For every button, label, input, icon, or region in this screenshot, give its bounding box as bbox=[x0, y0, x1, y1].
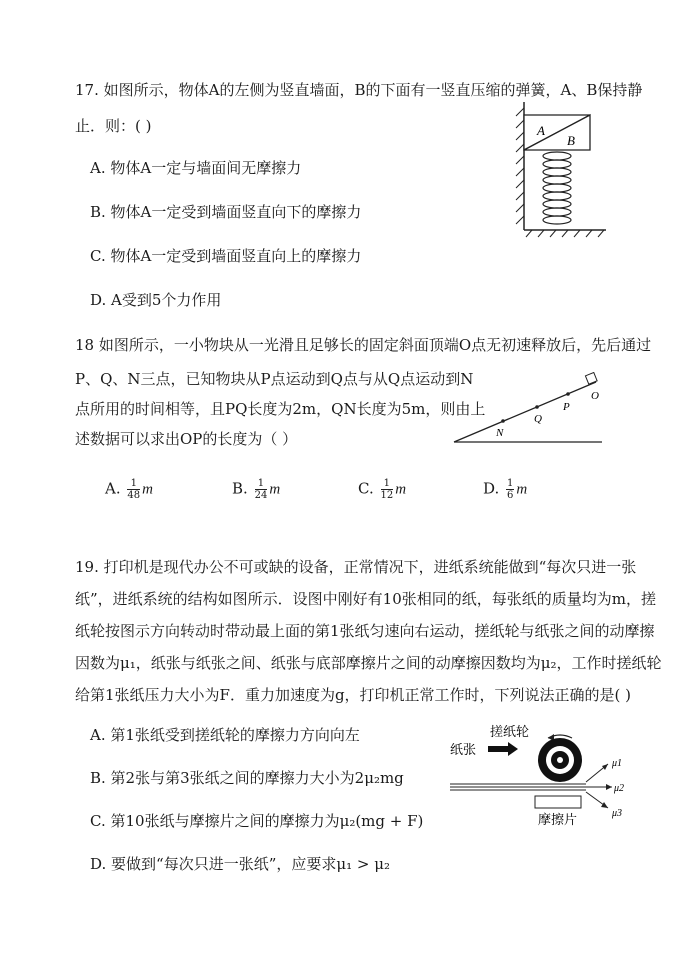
q17-option-a: A. 物体A一定与墙面间无摩擦力 bbox=[90, 159, 302, 177]
spring-coil bbox=[543, 152, 571, 224]
label-mu3: μ3 bbox=[612, 808, 623, 819]
q18-option-c-fraction: $\frac{1}{12}$ bbox=[380, 478, 394, 501]
label-roller: 搓纸轮 bbox=[490, 725, 530, 740]
q18-figure-incline bbox=[450, 372, 610, 446]
q17-option-b: B. 物体A一定受到墙面竖直向下的摩擦力 bbox=[90, 203, 362, 221]
q19-line-5: 给第1张纸压力大小为F．重力加速度为g，打印机正常工作时，下列说法正确的是( ) bbox=[75, 686, 632, 704]
q18-option-b-fraction: $\frac{1}{24}$ bbox=[254, 478, 268, 501]
q18-option-d bbox=[483, 478, 527, 501]
q18-line-2: P、Q、N三点，已知物块从P点运动到Q点与从Q点运动到N bbox=[75, 370, 474, 388]
label-paper: 纸张 bbox=[450, 743, 477, 758]
q18-line-3: 点所用的时间相等，且PQ长度为2m，QN长度为5m，则由上 bbox=[75, 400, 486, 418]
q17-figure-wall-spring bbox=[510, 100, 610, 240]
q18-line-1: 18 如图所示，一小物块从一光滑且足够长的固定斜面顶端O点无初速释放后，先后通过 bbox=[75, 336, 652, 354]
q18-option-b bbox=[232, 478, 280, 501]
q18-option-a-letter: A. bbox=[105, 479, 121, 498]
q17-option-c: C. 物体A一定受到墙面竖直向上的摩擦力 bbox=[90, 247, 362, 265]
q18-line-4: 述数据可以求出OP的长度为（ ） bbox=[75, 430, 298, 448]
q18-option-c bbox=[358, 478, 406, 501]
label-n: N bbox=[496, 427, 504, 439]
label-mu2: μ2 bbox=[614, 783, 625, 794]
q19-line-4: 因数为μ₁，纸张与纸张之间、纸张与底部摩擦片之间的动摩擦因数均为μ₂，工作时搓纸轮 bbox=[75, 654, 662, 672]
q19-option-c: C. 第10张纸与摩擦片之间的摩擦力为μ₂(mg + F) bbox=[90, 812, 424, 830]
q18-option-c-unit: m bbox=[395, 481, 407, 498]
q19-line-2: 纸”，进纸系统的结构如图所示．设图中刚好有10张相同的纸，每张纸的质量均为m，搓 bbox=[75, 590, 656, 608]
q19-option-d: D. 要做到“每次只进一张纸”，应要求μ₁ > μ₂ bbox=[90, 855, 390, 873]
q18-option-d-letter: D. bbox=[483, 479, 500, 498]
q18-option-b-letter: B. bbox=[232, 479, 248, 498]
paper-direction-arrow-icon bbox=[488, 742, 518, 756]
label-b: B bbox=[567, 133, 575, 148]
q18-option-d-fraction: $\frac{1}{6}$ bbox=[507, 478, 514, 501]
label-pad: 摩擦片 bbox=[538, 813, 578, 828]
q19-option-a: A. 第1张纸受到搓纸轮的摩擦力方向向左 bbox=[90, 726, 360, 744]
q17-line-1: 17. 如图所示，物体A的左侧为竖直墙面，B的下面有一竖直压缩的弹簧，A、B保持静 bbox=[75, 81, 643, 99]
label-a: A bbox=[537, 123, 545, 138]
q19-option-b: B. 第2张与第3张纸之间的摩擦力大小为2μ₂mg bbox=[90, 769, 404, 787]
q18-option-a-unit: m bbox=[142, 481, 153, 498]
friction-pad bbox=[535, 796, 581, 808]
q19-line-1: 19. 打印机是现代办公不可或缺的设备，正常情况下，进纸系统能做到“每次只进一张 bbox=[75, 558, 637, 576]
label-p: P bbox=[563, 401, 570, 413]
q18-option-c-letter: C. bbox=[358, 479, 374, 498]
q19-line-3: 纸轮按图示方向转动时带动最上面的第1张纸匀速向右运动，搓纸轮与纸张之间的动摩擦 bbox=[75, 622, 655, 640]
q18-option-a bbox=[105, 478, 153, 501]
q19-figure-printer bbox=[448, 724, 638, 832]
q17-option-d: D. A受到5个力作用 bbox=[90, 291, 222, 309]
q17-line-2: 止．则：( ) bbox=[75, 117, 152, 135]
label-o: O bbox=[591, 390, 599, 402]
q18-option-b-unit: m bbox=[269, 481, 281, 498]
q18-option-a-fraction: $\frac{1}{48}$ bbox=[127, 478, 141, 501]
q18-option-d-unit: m bbox=[516, 481, 528, 498]
label-mu1: μ1 bbox=[612, 758, 623, 769]
label-q: Q bbox=[534, 413, 542, 425]
